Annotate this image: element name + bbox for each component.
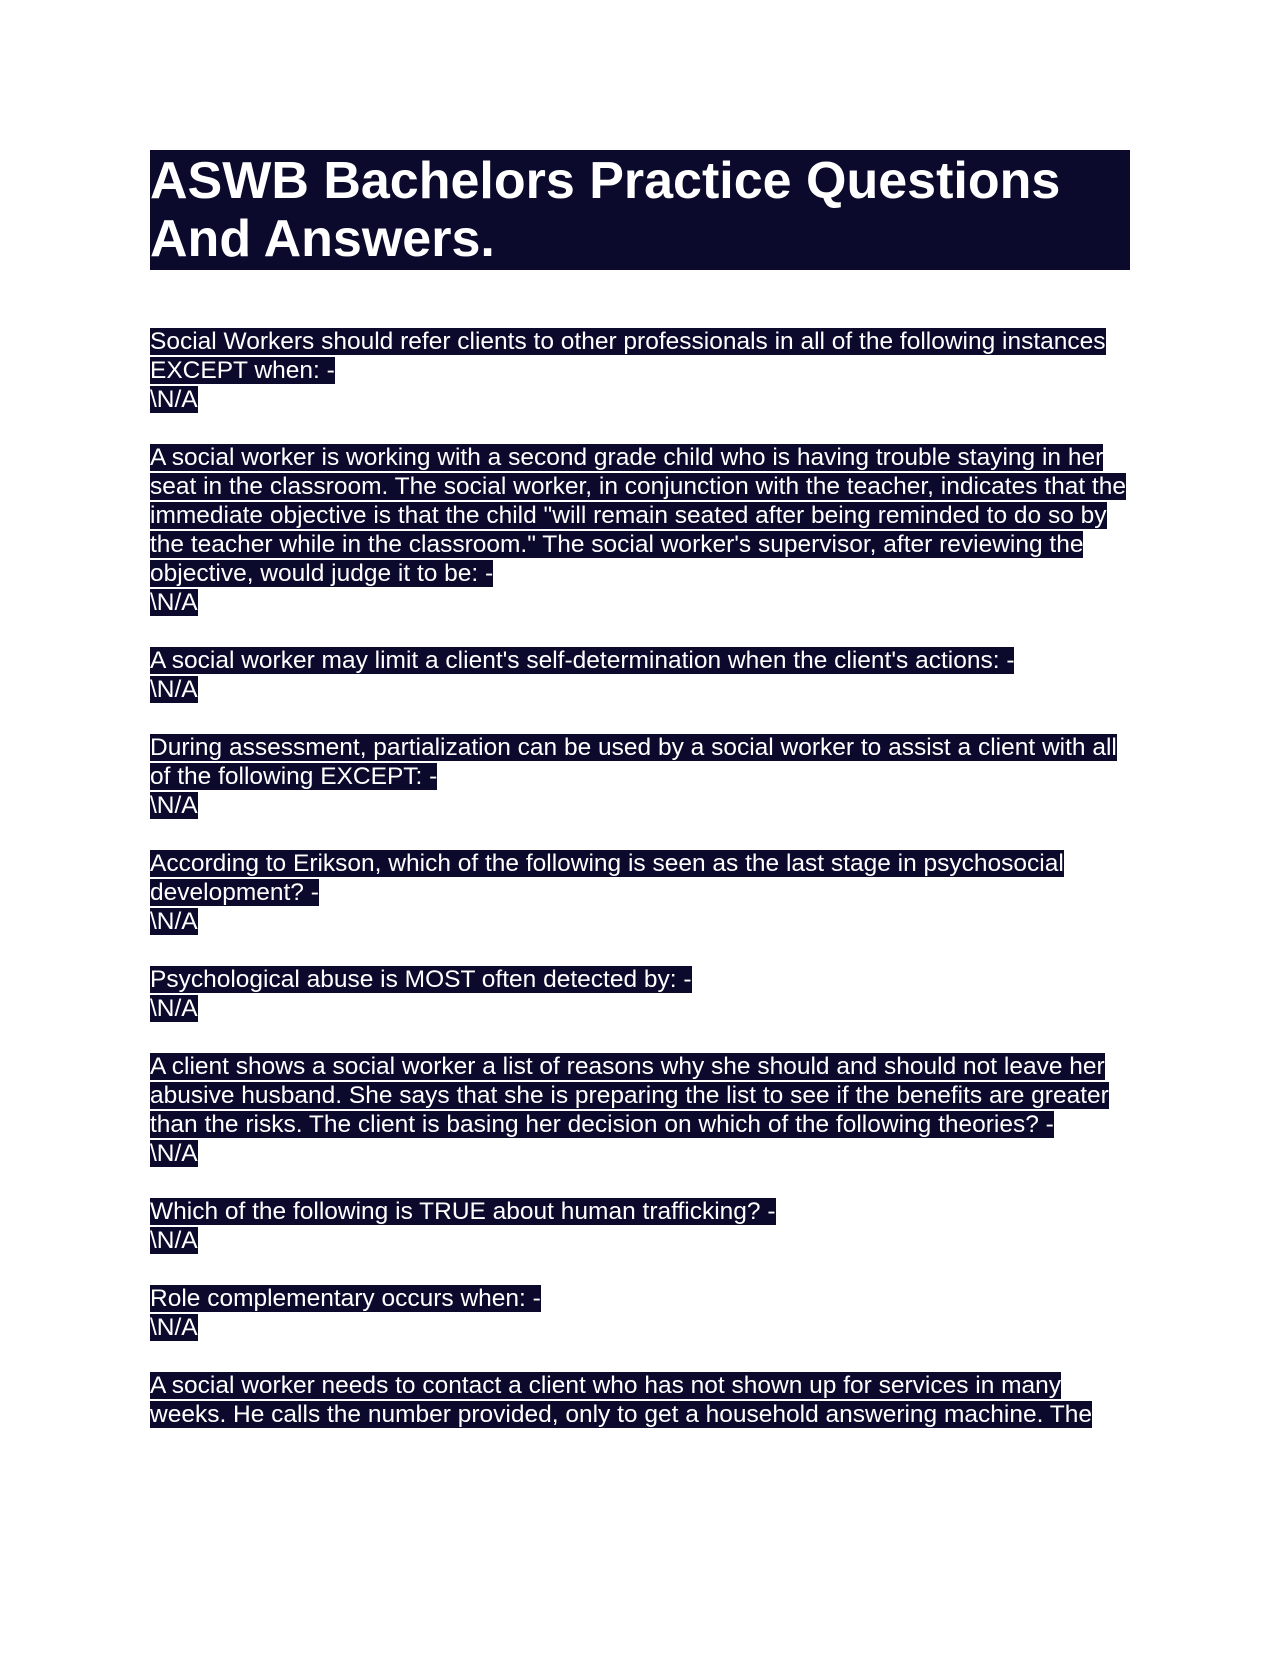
qa-item-1 <box>150 327 1130 414</box>
answer-text: \N/A <box>150 589 198 616</box>
answer-text: \N/A <box>150 386 198 413</box>
qa-item-2 <box>150 443 1130 617</box>
answer-text: \N/A <box>150 1314 198 1341</box>
answer-text: \N/A <box>150 1227 198 1254</box>
qa-item-8 <box>150 1197 1130 1255</box>
question-text: Social Workers should refer clients to other professionals in all of the following instances EXCEPT when: - <box>150 328 1106 384</box>
answer-text: \N/A <box>150 792 198 819</box>
qa-item-5 <box>150 849 1130 936</box>
qa-list <box>150 327 1130 1429</box>
question-text: During assessment, partialization can be used by a social worker to assist a client with all of the following EXCEPT: - <box>150 734 1117 790</box>
qa-item-9 <box>150 1284 1130 1342</box>
qa-item-4 <box>150 733 1130 820</box>
document-page <box>150 150 1130 1458</box>
question-text: Role complementary occurs when: - <box>150 1285 541 1312</box>
answer-text: \N/A <box>150 995 198 1022</box>
qa-item-7 <box>150 1052 1130 1168</box>
question-text: Psychological abuse is MOST often detected by: - <box>150 966 692 993</box>
qa-item-3 <box>150 646 1130 704</box>
answer-text: \N/A <box>150 1140 198 1167</box>
qa-item-10 <box>150 1371 1130 1429</box>
question-text: A client shows a social worker a list of reasons why she should and should not leave her abusive husband. She says that she is preparing the list to see if the benefits are greater than the risks. The client is basing her decision on which of the following theories? - <box>150 1053 1109 1138</box>
question-text: Which of the following is TRUE about human trafficking? - <box>150 1198 776 1225</box>
document-title: ASWB Bachelors Practice Questions And Answers. <box>150 150 1130 270</box>
answer-text: \N/A <box>150 908 198 935</box>
answer-text: \N/A <box>150 676 198 703</box>
question-text: A social worker needs to contact a client who has not shown up for services in many weeks. He calls the number provided, only to get a household answering machine. The <box>150 1372 1092 1428</box>
question-text: A social worker may limit a client's self-determination when the client's actions: - <box>150 647 1015 674</box>
qa-item-6 <box>150 965 1130 1023</box>
question-text: A social worker is working with a second grade child who is having trouble staying in her seat in the classroom. The social worker, in conjunction with the teacher, indicates that the immediate objective is that the child "will remain seated after being reminded to do so by the teacher while in the classroom." The social worker's supervisor, after reviewing the objective, would judge it to be: - <box>150 444 1126 587</box>
question-text: According to Erikson, which of the following is seen as the last stage in psychosocial development? - <box>150 850 1064 906</box>
